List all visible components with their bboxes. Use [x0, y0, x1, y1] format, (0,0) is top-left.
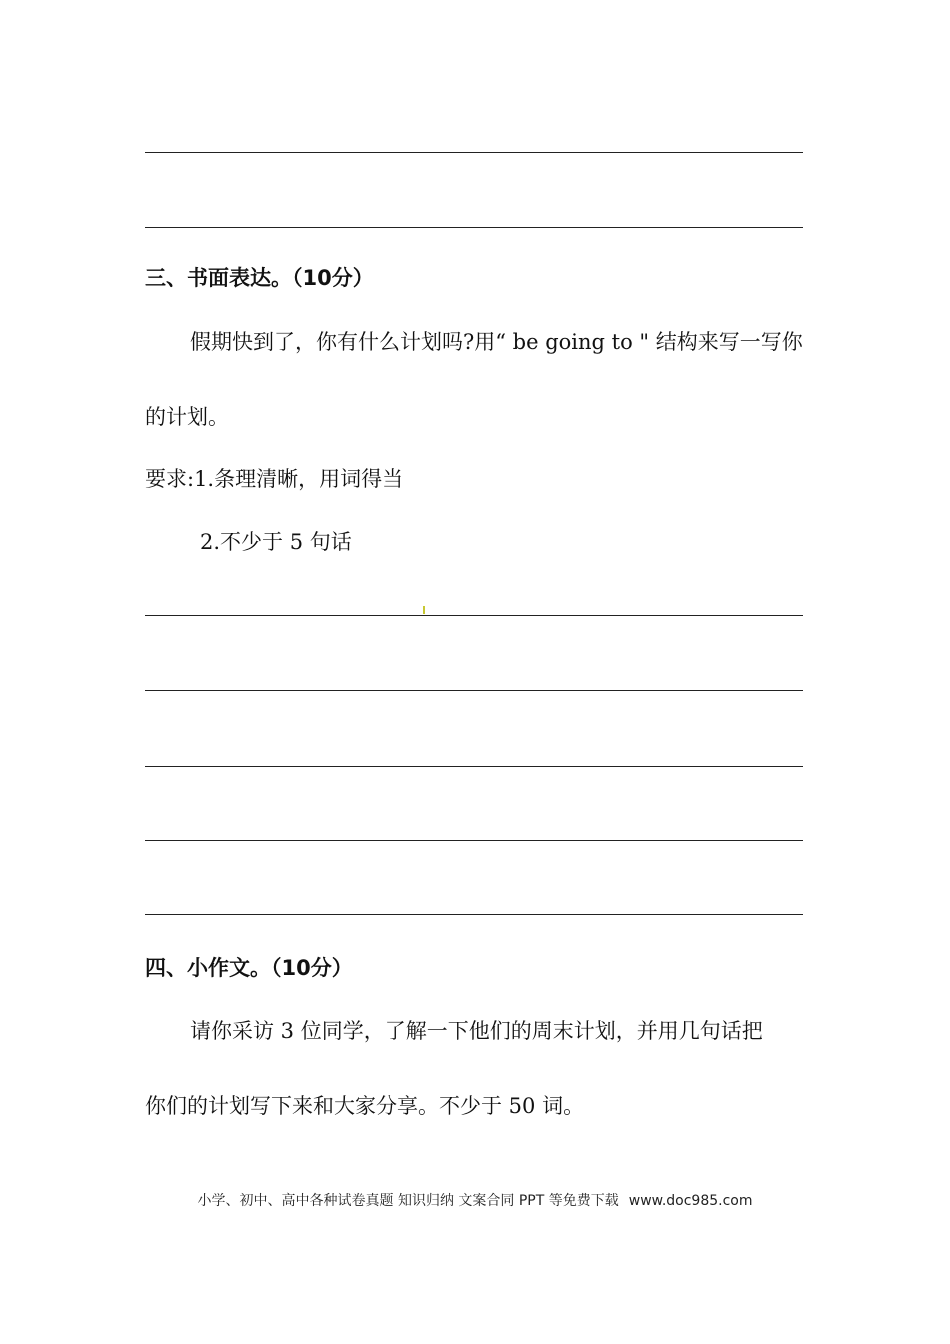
section-3-heading: 三、书面表达。（10分）	[145, 266, 374, 290]
answer-line	[145, 152, 803, 153]
section-4-prompt-line-2: 你们的计划写下来和大家分享。不少于 50 词。	[145, 1094, 585, 1118]
section-3-requirement-2: 2.不少于 5 句话	[200, 530, 352, 554]
page-footer	[0, 1190, 950, 1212]
answer-line	[145, 615, 803, 616]
footer-url[interactable]: www.doc985.com	[628, 1193, 753, 1209]
answer-line	[145, 690, 803, 691]
section-4-heading: 四、小作文。（10分）	[145, 956, 353, 980]
footer-text: 小学、初中、高中各种试卷真题 知识归纳 文案合同 PPT 等免费下载	[197, 1193, 619, 1209]
section-3-prompt-line-2: 的计划。	[145, 405, 229, 429]
section-3-requirement-1: 要求:1.条理清晰，用词得当	[145, 467, 404, 491]
section-3-prompt-line-1: 假期快到了，你有什么计划吗?用“ be going to " 结构来写一写你	[190, 330, 803, 354]
answer-line	[145, 840, 803, 841]
answer-line	[145, 766, 803, 767]
answer-line	[145, 914, 803, 915]
section-4-prompt-line-1: 请你采访 3 位同学，了解一下他们的周末计划，并用几句话把	[190, 1019, 763, 1043]
stray-mark	[423, 606, 425, 614]
answer-line	[145, 227, 803, 228]
